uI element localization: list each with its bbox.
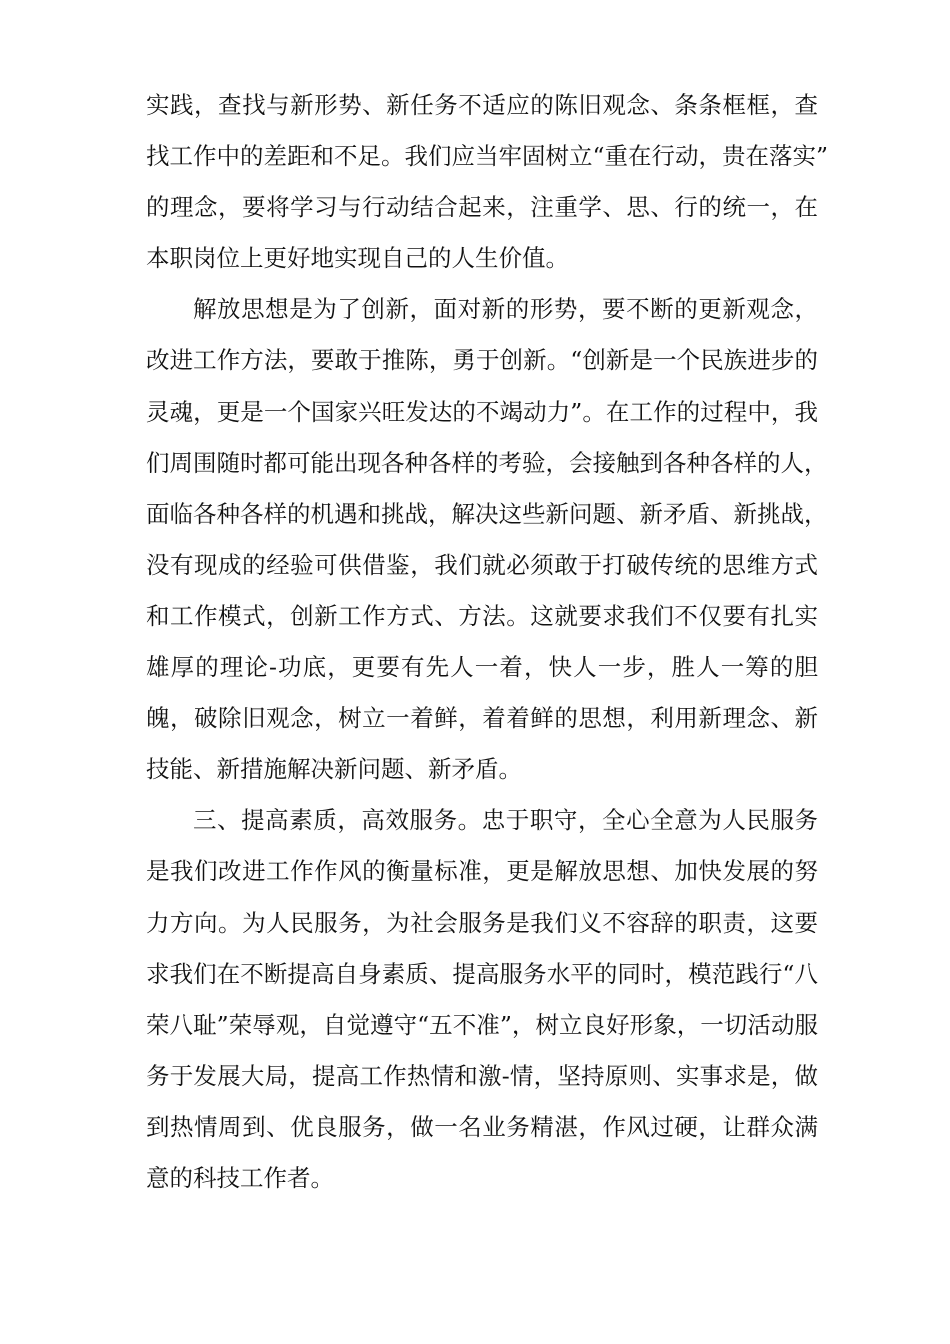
text-line: 没有现成的经验可供借鉴，我们就必须敢于打破传统的思维方式 xyxy=(146,550,818,579)
paragraph-start-line: 三、提高素质，高效服务。忠于职守，全心全意为人民服务 xyxy=(193,806,818,835)
text-line: 荣八耻”荣辱观，自觉遵守“五不准”，树立良好形象，一切活动服 xyxy=(146,1010,818,1039)
text-line: 技能、新措施解决新问题、新矛盾。 xyxy=(146,755,522,784)
paragraph-start-line: 解放思想是为了创新，面对新的形势，要不断的更新观念， xyxy=(193,295,818,324)
text-line: 力方向。为人民服务，为社会服务是我们义不容辞的职责，这要 xyxy=(146,908,818,937)
text-line: 到热情周到、优良服务，做一名业务精湛，作风过硬，让群众满 xyxy=(146,1112,818,1141)
text-line: 们周围随时都可能出现各种各样的考验，会接触到各种各样的人， xyxy=(146,448,828,477)
text-line: 务于发展大局，提高工作热情和激-情，坚持原则、实事求是，做 xyxy=(146,1061,818,1090)
text-line: 求我们在不断提高自身素质、提高服务水平的同时，模范践行“八 xyxy=(146,959,818,988)
text-line: 面临各种各样的机遇和挑战，解决这些新问题、新矛盾、新挑战， xyxy=(146,499,828,528)
text-line: 找工作中的差距和不足。我们应当牢固树立“重在行动，贵在落实” xyxy=(146,142,829,171)
text-line: 魄，破除旧观念，树立一着鲜，着着鲜的思想，利用新理念、新 xyxy=(146,704,818,733)
text-line: 雄厚的理论-功底，更要有先人一着，快人一步，胜人一筹的胆 xyxy=(146,653,818,682)
text-line: 的理念，要将学习与行动结合起来，注重学、思、行的统一，在 xyxy=(146,193,818,222)
text-line: 灵魂，更是一个国家兴旺发达的不竭动力”。在工作的过程中，我 xyxy=(146,397,818,426)
text-line: 本职岗位上更好地实现自己的人生价值。 xyxy=(146,244,569,273)
text-line: 实践，查找与新形势、新任务不适应的陈旧观念、条条框框，查 xyxy=(146,91,818,119)
text-line: 和工作模式，创新工作方式、方法。这就要求我们不仅要有扎实 xyxy=(146,601,818,630)
text-line: 是我们改进工作作风的衡量标准，更是解放思想、加快发展的努 xyxy=(146,857,818,886)
body-text xyxy=(146,80,829,1204)
text-line: 意的科技工作者。 xyxy=(146,1163,334,1192)
text-line: 改进工作方法，要敢于推陈，勇于创新。“创新是一个民族进步的 xyxy=(146,346,818,375)
